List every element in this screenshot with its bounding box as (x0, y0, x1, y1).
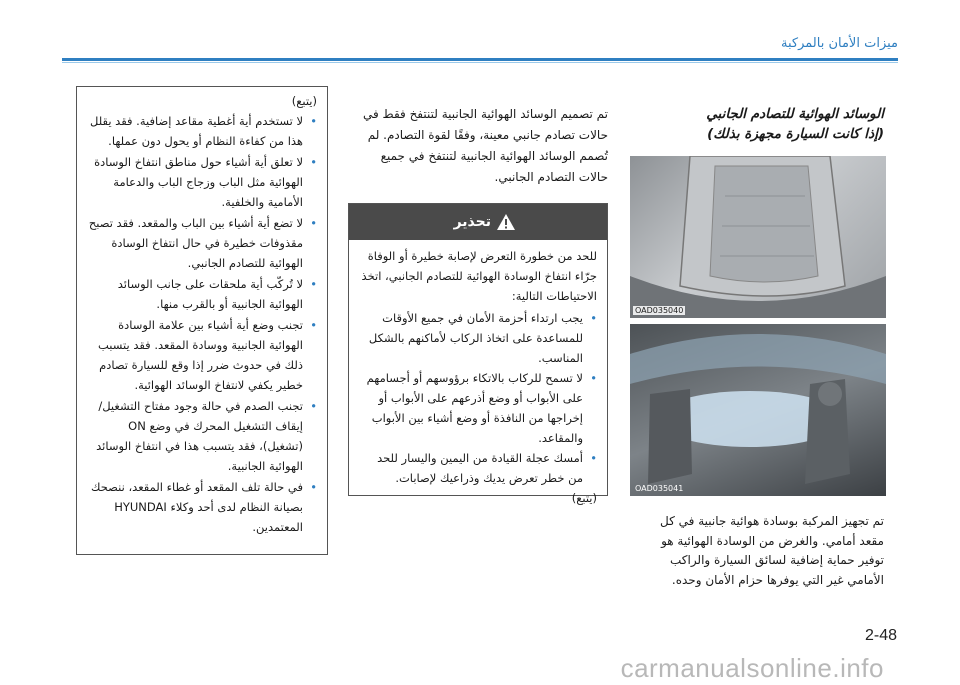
list-item: • تجنب وضع أية أشياء بين علامة الوسادة الهوائية الجانبية ووسادة المقعد. فقد يتسبب ذلك في حدوث ضرر إذا وقع للسيارة تصادم خطير يكفي لانتفاخ الوسائد الهوائية. (87, 315, 317, 395)
continued-label: (يتبع) (291, 94, 317, 108)
list-item: • في حالة تلف المقعد أو غطاء المقعد، ننصحك بصيانة النظام لدى أحد وكلاء HYUNDAI المعتمدين. (87, 477, 317, 537)
warning-heading: تحذير (453, 214, 491, 230)
list-item: • أمسك عجلة القيادة من اليمين واليسار للحد من خطر تعرض يديك وذراعيك لإصابات. (359, 448, 597, 488)
warning-intro: للحد من خطورة التعرض لإصابة خطيرة أو الوفاة جرّاء انتفاخ الوسادة الهوائية للتصادم الجانبي، اتخذ الاحتياطات التالية: (361, 249, 597, 303)
list-item: • لا تعلق أية أشياء حول مناطق انتفاخ الوسادة الهوائية مثل الباب وزجاج الباب والدعامة الأمامية والخلفية. (87, 152, 317, 212)
warning-header (349, 204, 607, 240)
seat-side-airbag-photo (630, 156, 886, 318)
list-item: • يجب ارتداء أحزمة الأمان في جميع الأوقات للمساعدة على اتخاذ الركاب لأماكنهم بالشكل المناسب. (359, 308, 597, 368)
photo-code: OAD035041 (635, 484, 684, 493)
warning-list (359, 308, 597, 488)
header-rule (62, 58, 898, 61)
list-item: • لا تُركّب أية ملحقات على جانب الوسائد الهوائية الجانبية أو بالقرب منها. (87, 274, 317, 314)
warning-box (348, 203, 608, 505)
photo-code: OAD035040 (635, 306, 684, 315)
warning-continued-box (76, 86, 328, 555)
list-item: • لا تسمح للركاب بالاتكاء برؤوسهم أو أجسامهم على الأبواب أو وضع أذرعهم على الأبواب أو إخراجها من النافذة أو وضع أشياء بين الأبواب والمقاعد. (359, 368, 597, 448)
section-title-line2: (إذا كانت السيارة مجهزة بذلك) (707, 126, 884, 142)
watermark: carmanualsonline.info (620, 653, 884, 683)
page-number: 2-48 (865, 627, 898, 644)
cabin-illustration (630, 324, 886, 496)
list-item: • لا تستخدم أية أغطية مقاعد إضافية. فقد يقلل هذا من كفاءة النظام أو يحول دون عملها. (87, 111, 317, 151)
airbag-deployment-photo (630, 324, 886, 496)
list-item: • تجنب الصدم في حالة وجود مفتاح التشغيل/ إيقاف التشغيل المحرك في وضع ON (تشغيل)، فقد يتسبب هذا في انتفاخ الوسائد الهوائية الجانبية. (87, 396, 317, 476)
seat-illustration (630, 156, 886, 318)
continued-label: (يتبع) (571, 491, 597, 505)
section-title-line1: الوسائد الهوائية للتصادم الجانبي (706, 106, 884, 122)
page-header-title: ميزات الأمان بالمركبة (781, 36, 898, 51)
list-item: • لا تضع أية أشياء بين الباب والمقعد. فقد تصبح مقذوفات خطيرة في حال انتفاخ الوسادة الهوائية للتصادم الجانبي. (87, 213, 317, 273)
middle-body-text: تم تصميم الوسائد الهوائية الجانبية لتنتفخ فقط في حالات تصادم جانبي معينة، وفقًا لقوة التصادم. لم تُصمم الوسائد الهوائية الجانبية لتنتفخ في جميع حالات التصادم الجانبي. (363, 107, 608, 184)
section-title (632, 104, 884, 144)
warning-list-continued (87, 111, 317, 537)
right-body-text: تم تجهيز المركبة بوسادة هوائية جانبية في كل مقعد أمامي. والغرض من الوسادة الهوائية هو توفير حماية إضافية لسائق السيارة والراكب الأمامي غير التي يوفرها حزام الأمان وحده. (660, 514, 884, 587)
warning-triangle-icon (497, 214, 515, 230)
